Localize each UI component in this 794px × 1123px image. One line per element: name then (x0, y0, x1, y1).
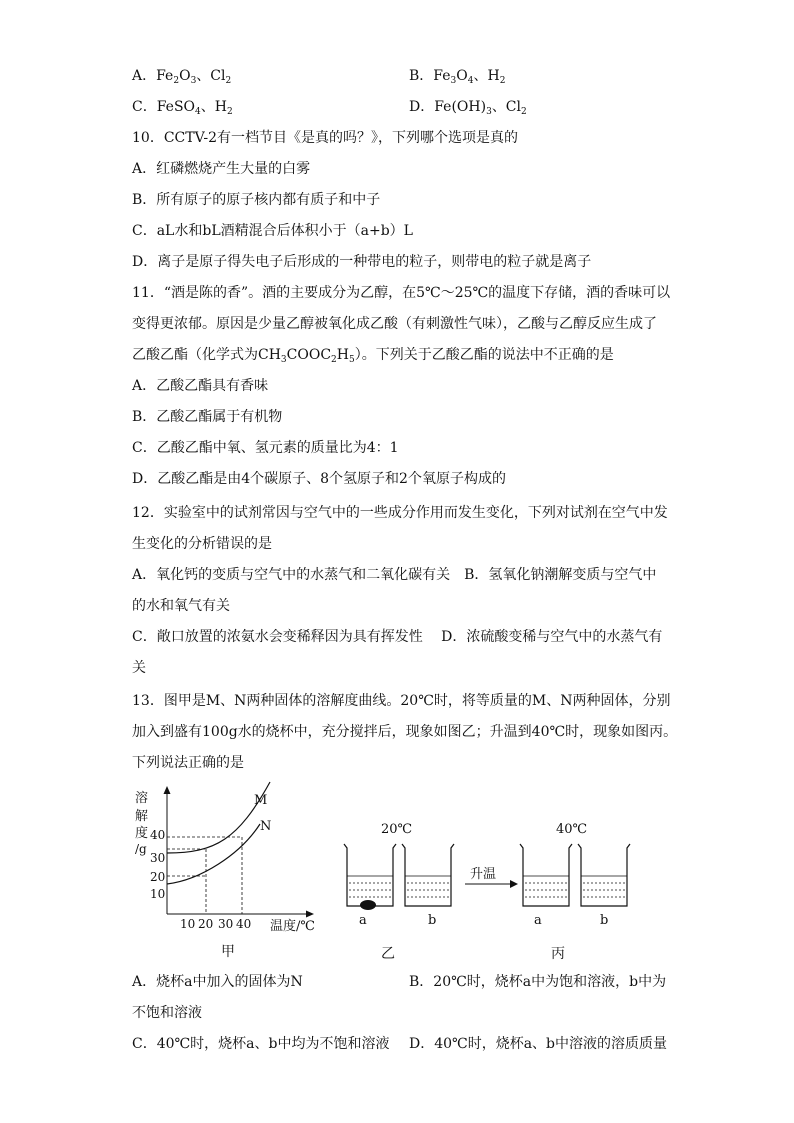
caption-bing: 丙 (551, 946, 565, 962)
y-tick-40: 40 (150, 828, 166, 842)
y-axis-arrow (164, 786, 171, 794)
q10-option-c: C．aL水和bL酒精混合后体积小于（a+b）L (132, 223, 413, 239)
beaker-a-40 (520, 844, 572, 906)
heating-arrow (465, 867, 518, 888)
q13-option-b-cont: 不饱和溶液 (132, 1005, 202, 1021)
beakers-40c (520, 822, 630, 962)
q12-stem-line2: 生变化的分析错误的是 (132, 536, 272, 552)
q10-option-b: B．所有原子的原子核内都有质子和中子 (132, 192, 381, 208)
q12-options-line1: A．氧化钙的变质与空气中的水蒸气和二氧化碳有关 B．氢氧化钠潮解变质与空气中 (132, 567, 657, 583)
solubility-figure (120, 780, 680, 970)
q11-option-c: C．乙酸乙酯中氧、氢元素的质量比为4：1 (132, 440, 399, 456)
q13-option-b: B．20℃时，烧杯a中为饱和溶液，b中为 (409, 974, 667, 990)
curve-n (167, 824, 260, 884)
beaker-b-40 (578, 844, 630, 906)
q12-options-line2: 的水和氧气有关 (132, 598, 230, 614)
q10-option-d: D．离子是原子得失电子后形成的一种带电的粒子，则带电的粒子就是离子 (132, 254, 592, 270)
q9-option-c: C．FeSO$_4$、$H_2$ (132, 99, 233, 117)
beakers-20c (344, 822, 454, 962)
q11-option-a: A．乙酸乙酯具有香味 (132, 378, 269, 394)
temp-20-label: 20℃ (381, 822, 413, 837)
caption-yi: 乙 (381, 946, 395, 962)
y-axis-label-1: 溶 (135, 791, 149, 806)
q9-option-a: A．$Fe_2O_3$、$Cl_2$ (132, 68, 232, 86)
q11-stem-line2: 变得更浓郁。原因是少量乙醇被氧化成乙酸（有刺激性气味），乙酸与乙醇反应生成了 (132, 316, 657, 332)
q13-stem-line2: 加入到盛有100g水的烧杯中，充分搅拌后，现象如图乙；升温到40℃时，现象如图丙。 (132, 724, 678, 740)
q9-option-b: B．$Fe_3O_4$、$H_2$ (409, 68, 506, 86)
y-axis-label-2: 解 (135, 809, 149, 824)
heating-label: 升温 (470, 867, 497, 882)
q11-option-b: B．乙酸乙酯属于有机物 (132, 409, 283, 425)
y-tick-20: 20 (150, 870, 166, 884)
q9-option-d: D．$Fe(OH)_3$、$Cl_2$ (409, 99, 527, 117)
q10-stem: 10．CCTV-2有一档节目《是真的吗？》，下列哪个选项是真的 (132, 130, 519, 146)
curve-m-label: M (254, 793, 268, 808)
x-tick-10: 10 (180, 917, 196, 931)
q13-option-d: D．40℃时，烧杯a、b中溶液的溶质质量 (409, 1036, 668, 1052)
solubility-chart (135, 782, 315, 960)
x-axis-label: 温度/℃ (270, 919, 315, 934)
q12-options-line3: C．敞口放置的浓氨水会变稀释因为具有挥发性 D．浓硫酸变稀与空气中的水蒸气有 (132, 629, 663, 645)
x-axis-arrow (306, 911, 314, 918)
q11-stem-line1: 11．“酒是陈的香”。酒的主要成分为乙醇，在5℃～25℃的温度下存储，酒的香味可以 (132, 285, 671, 301)
x-tick-40: 40 (236, 917, 252, 931)
q11-option-d: D．乙酸乙酯是由4个碳原子、8个氢原子和2个氧原子构成的 (132, 471, 506, 487)
beaker-a-20 (344, 844, 396, 910)
curve-n-label: N (260, 819, 272, 834)
beaker-b-20 (402, 844, 454, 906)
q13-stem-line1: 13．图甲是M、N两种固体的溶解度曲线。20℃时，将等质量的M、N两种固体，分别 (132, 693, 671, 709)
y-tick-10: 10 (150, 887, 166, 901)
beaker-a-label-20: a (359, 913, 367, 928)
caption-jia: 甲 (221, 944, 235, 960)
x-tick-30: 30 (218, 917, 234, 931)
q12-options-line4: 关 (132, 660, 146, 676)
solid-residue (360, 900, 376, 910)
q12-stem-line1: 12．实验室中的试剂常因与空气中的一些成分作用而发生变化，下列对试剂在空气中发 (132, 505, 668, 521)
beaker-a-label-40: a (534, 913, 542, 928)
q13-option-c: C．40℃时，烧杯a、b中均为不饱和溶液 (132, 1036, 390, 1052)
beaker-b-label-20: b (428, 913, 437, 928)
q10-option-a: A．红磷燃烧产生大量的白雾 (132, 161, 311, 177)
y-tick-30: 30 (150, 851, 166, 865)
temp-40-label: 40℃ (556, 822, 588, 837)
x-tick-20: 20 (198, 917, 214, 931)
y-axis-label-3: 度 (135, 826, 149, 841)
y-axis-label-4: /g (135, 842, 147, 856)
beaker-b-label-40: b (600, 913, 609, 928)
q11-stem-line3: 乙酸乙酯（化学式为$CH_3COOC_2H_5$）。下列关于乙酸乙酯的说法中不正确的是 (132, 347, 614, 365)
q13-stem-line3: 下列说法正确的是 (132, 755, 244, 771)
q13-option-a: A．烧杯a中加入的固体为N (132, 974, 303, 990)
